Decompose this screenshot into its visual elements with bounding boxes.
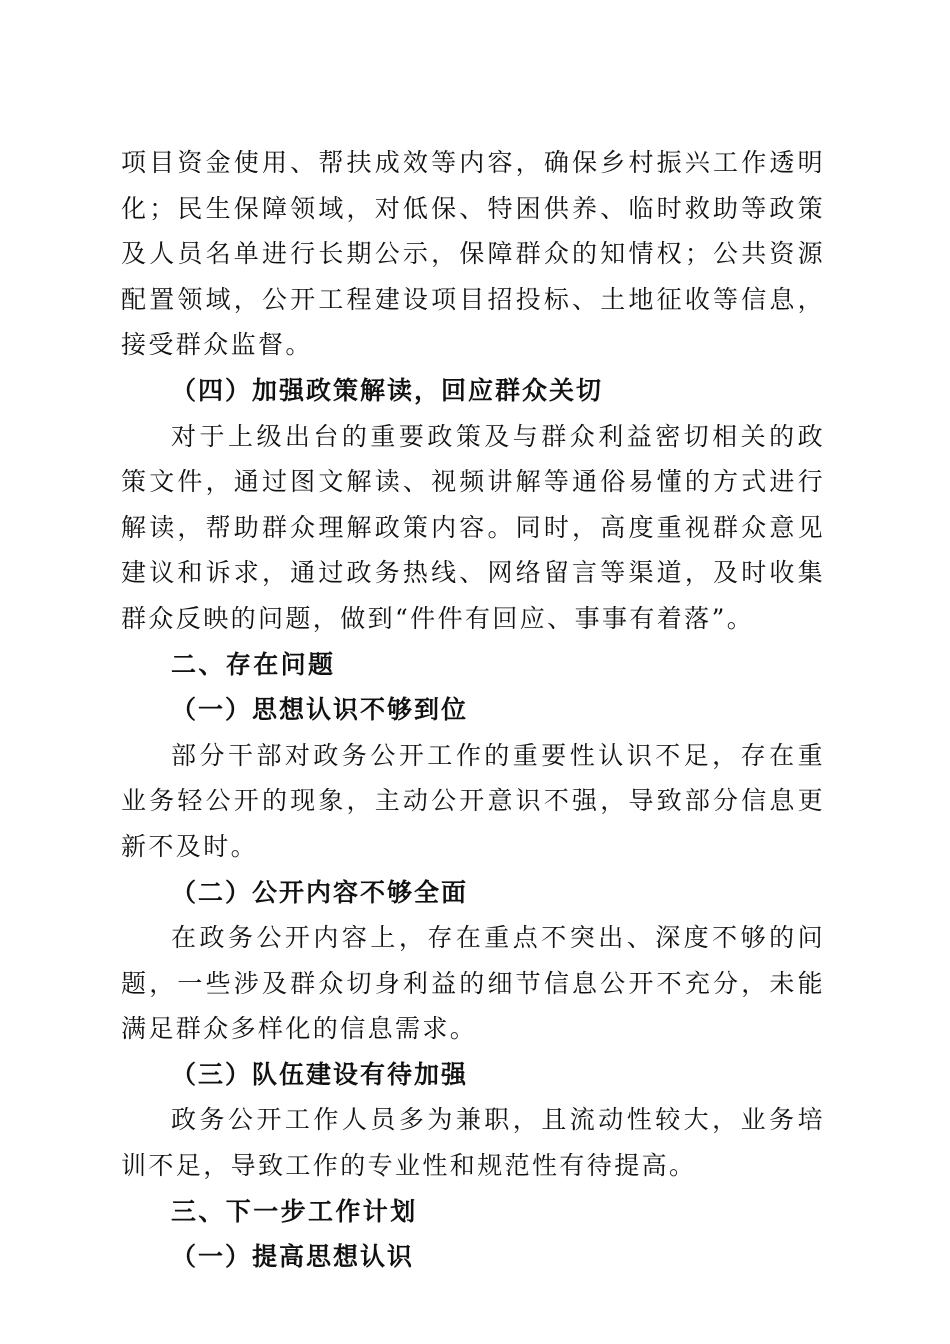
- subheading: （二）公开内容不够全面: [171, 877, 469, 907]
- subheading: （四）加强政策解读，回应群众关切: [171, 375, 604, 405]
- section-heading: 三、下一步工作计划: [171, 1196, 418, 1226]
- subheading: （三）队伍建设有待加强: [171, 1059, 469, 1089]
- subheading: （一）思想认识不够到位: [171, 695, 469, 725]
- subheading: （一）提高思想认识: [171, 1242, 415, 1272]
- section-heading: 二、存在问题: [171, 649, 336, 679]
- body-paragraph: 部分干部对政务公开工作的重要性认识不足，存在重业务轻公开的现象，主动公开意识不强，导致部分信息更新不及时。: [121, 740, 825, 861]
- body-paragraph: 对于上级出台的重要政策及与群众利益密切相关的政策文件，通过图文解读、视频讲解等通俗易懂的方式进行解读，帮助群众理解政策内容。同时，高度重视群众意见建议和诉求，通过政务热线、网络留言等渠道，及时收集群众反映的问题，做到“件件有回应、事事有着落”。: [121, 421, 825, 633]
- body-paragraph: 在政务公开内容上，存在重点不突出、深度不够的问题，一些涉及群众切身利益的细节信息公开不充分，未能满足群众多样化的信息需求。: [121, 923, 825, 1044]
- document-body: [121, 140, 825, 1280]
- body-paragraph: 政务公开工作人员多为兼职，且流动性较大，业务培训不足，导致工作的专业性和规范性有待提高。: [121, 1105, 825, 1181]
- body-paragraph: 项目资金使用、帮扶成效等内容，确保乡村振兴工作透明化；民生保障领域，对低保、特困供养、临时救助等政策及人员名单进行长期公示，保障群众的知情权；公共资源配置领域，公开工程建设项目招投标、土地征收等信息，接受群众监督。: [121, 148, 825, 360]
